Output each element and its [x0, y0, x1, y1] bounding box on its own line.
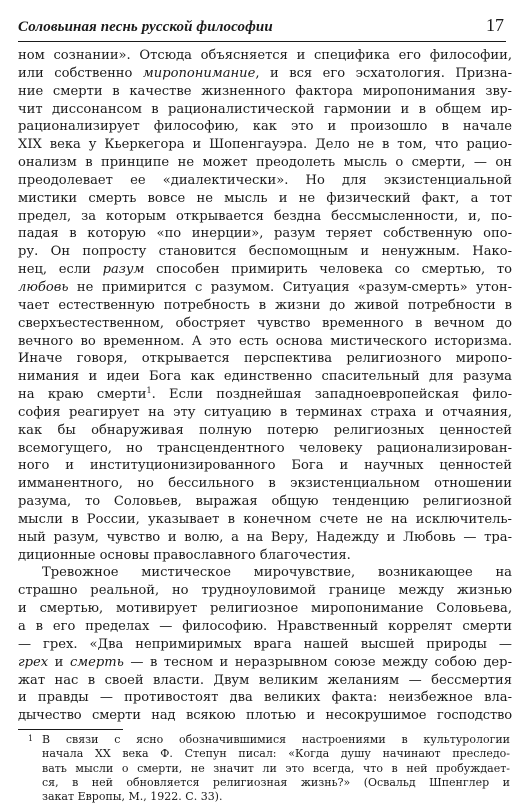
- text-segment: Иначе говоря, открывается перспектива религиозного миропо-: [18, 351, 512, 367]
- italic-term: разум: [102, 262, 145, 278]
- text-line: [18, 118, 512, 136]
- text-line: [18, 422, 512, 440]
- text-line: [18, 350, 512, 368]
- text-line: [18, 404, 512, 422]
- text-segment: нимания и идеи Бога как единственно спасительный для разума: [18, 369, 512, 385]
- text-segment: сверхъестественном, обостряет чувство временного в вечном до: [18, 315, 512, 331]
- italic-term: грех: [18, 654, 49, 670]
- text-segment: — в тесном и неразрывном союзе между собою дер-: [123, 654, 512, 670]
- text-line: [18, 689, 512, 707]
- text-segment: на краю смерти: [18, 387, 147, 403]
- text-segment: софия реагирует на эту ситуацию в терминах страха и отчаяния,: [18, 404, 512, 420]
- text-segment: чает естественную потребность в жизни до живой потребности в: [18, 297, 512, 313]
- text-segment: разума, то Соловьев, выражая общую тенденцию религиозной: [18, 494, 512, 510]
- text-line: [18, 333, 512, 351]
- text-segment: как бы обнаруживая полную потерю религиозных ценностей: [18, 422, 512, 438]
- text-segment: рационализирует философию, как это и произошло в начале: [18, 119, 512, 135]
- text-segment: диционные основы православного благочестия.: [18, 547, 351, 563]
- footnote-line: В связи с ясно обозначившимися настроениями в культурологии: [42, 733, 510, 746]
- text-line: [18, 475, 512, 493]
- text-segment: ру. Он попросту становится беспомощным и ненужным. Нако-: [18, 244, 512, 260]
- text-segment: ние смерти в качестве жизненного фактора миропонимания зву-: [18, 83, 512, 99]
- text-line: [18, 190, 512, 208]
- text-line: [18, 154, 512, 172]
- footnote-rule: [18, 729, 123, 730]
- text-segment: не примирится с разумом. Ситуация «разум-смерть» утон-: [68, 279, 512, 295]
- text-segment: падая в которую «по инерции», разум теряет собственную опо-: [18, 226, 512, 242]
- footnote-line: закат Европы, М., 1922. С. 33).: [42, 790, 223, 804]
- text-line: [18, 47, 512, 65]
- text-line: [18, 582, 512, 600]
- text-segment: и: [48, 654, 70, 670]
- text-line: [18, 618, 512, 636]
- text-segment: , и вся его эсхатология. Призна-: [255, 65, 512, 81]
- text-segment: мысли в России, указывает в конечном счете не на исключитель-: [18, 511, 512, 527]
- text-segment: дычество смерти над всякою плотью и несокрушимое господство: [18, 708, 512, 724]
- page-number: 17: [486, 15, 504, 35]
- text-segment: чит диссонансом в рационалистической гармонии и в общем ир-: [18, 101, 512, 117]
- text-segment: мистики смерть вовсе не мысль и не физический факт, а тот: [18, 190, 512, 206]
- text-segment: имманентного, но бессильного в экзистенциальном отношении: [18, 476, 512, 492]
- italic-term: любовь: [18, 279, 69, 295]
- text-line: [18, 65, 512, 83]
- text-line: [18, 225, 512, 243]
- running-title: Соловьиная песнь русской философии: [18, 19, 273, 35]
- footnote-line: ся, в ней обновляется религиозная жизнь?» (Освальд Шпенглер и: [42, 775, 510, 789]
- text-segment: страшно реальной, но трудноуловимой границе между жизнью: [18, 583, 512, 599]
- text-line: [18, 654, 512, 672]
- footnote-line: начала XX века Ф. Степун писал: «Когда душу начинают преследо-: [42, 747, 510, 761]
- text-line: [18, 315, 512, 333]
- text-line: [18, 136, 512, 154]
- text-line: [18, 636, 512, 654]
- text-line: [18, 297, 512, 315]
- italic-term: смерть: [69, 654, 124, 670]
- footnote-line: вать мысли о смерти, не значит ли это всегда, что в ней пробуждает-: [42, 761, 510, 775]
- footnote-reference: 1: [146, 386, 152, 396]
- text-line: [18, 368, 512, 386]
- text-segment: . Если позднейшая западноевропейская фило-: [151, 387, 512, 403]
- text-line: [18, 457, 512, 475]
- text-segment: предел, за которым открывается бездна бессмысленности, и, по-: [18, 208, 512, 224]
- text-line: [18, 101, 512, 119]
- text-segment: способен примирить человека со смертью, то: [144, 262, 512, 278]
- text-line: [18, 261, 512, 279]
- text-segment: жат нас в своей власти. Двум великим желаниям — бессмертия: [18, 672, 512, 688]
- text-line: [18, 529, 512, 547]
- text-line: [18, 208, 512, 226]
- text-line: [18, 243, 512, 261]
- text-segment: всемогущего, но трансцендентного человеку рационализирован-: [18, 440, 512, 456]
- text-line: [18, 83, 512, 101]
- text-line: [18, 493, 512, 511]
- text-segment: а в его пределах — философию. Нравственный коррелят смерти: [18, 619, 512, 634]
- text-segment: Тревожное мистическое мирочувствие, возникающее на: [42, 565, 512, 581]
- body-text: [18, 47, 512, 725]
- text-line: [18, 440, 512, 458]
- text-line: [18, 707, 512, 725]
- footnote: [28, 733, 510, 804]
- italic-term: миропонимание: [142, 65, 256, 81]
- text-line: [18, 279, 512, 297]
- text-segment: — грех. «Два непримиримых врага нашей высшей природы —: [18, 636, 512, 652]
- text-segment: нец, если: [18, 262, 103, 278]
- text-line: [18, 672, 512, 690]
- text-segment: ном сознании». Отсюда объясняется и специфика его философии,: [18, 48, 512, 63]
- text-segment: преодолевает ее «диалектически». Но для экзистенциальной: [18, 172, 512, 188]
- text-segment: вечного во временном. А это есть основа мистического историзма.: [18, 333, 512, 349]
- text-segment: ный разум, чувство и волю, а на Веру, Надежду и Любовь — тра-: [18, 529, 512, 545]
- text-line: [18, 600, 512, 618]
- text-line: [18, 386, 512, 404]
- text-segment: XIX века у Кьеркегора и Шопенгауэра. Дело не в том, что рацио-: [18, 137, 512, 153]
- text-segment: или собственно: [18, 65, 143, 81]
- text-segment: и смертью, мотивирует религиозное миропонимание Соловьева,: [18, 601, 512, 617]
- text-segment: и правды — противостоят два великих факта: неизбежное вла-: [18, 690, 512, 706]
- text-line: [18, 511, 512, 529]
- text-segment: ного и институционизированного Бога и научных ценностей: [18, 458, 512, 474]
- text-segment: онализм в принципе не может преодолеть мысль о смерти, — он: [18, 155, 512, 171]
- text-line: [18, 564, 512, 582]
- text-line: [18, 547, 512, 565]
- header-rule: [18, 41, 506, 42]
- footnote-marker: 1: [28, 734, 34, 743]
- running-head: [18, 10, 504, 36]
- text-line: [18, 172, 512, 190]
